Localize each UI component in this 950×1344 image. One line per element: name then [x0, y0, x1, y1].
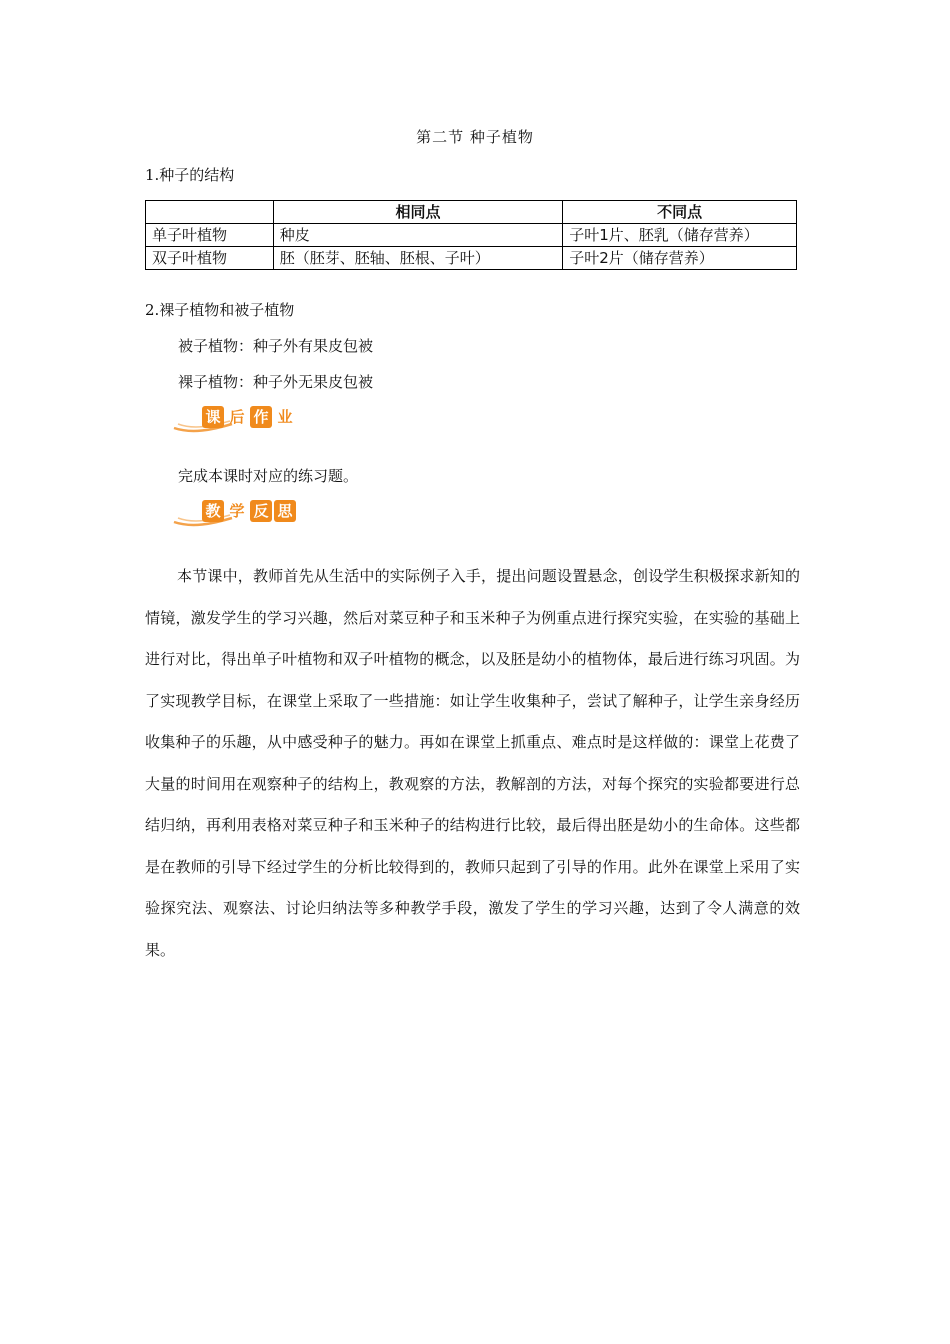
- cell-diff-monocot: 子叶1片、胚乳（储存营养）: [563, 224, 797, 247]
- badge-char: 后: [229, 408, 245, 426]
- table-header-row: [146, 201, 797, 224]
- table-row: [146, 224, 797, 247]
- badge-char: 教: [202, 500, 224, 522]
- badge-char: 思: [274, 500, 296, 522]
- reflection-paragraph: 本节课中，教师首先从生活中的实际例子入手，提出问题设置悬念，创设学生积极探求新知的情镜，激发学生的学习兴趣，然后对菜豆种子和玉米种子为例重点进行探究实验，在实验的基础上进行对比，得出单子叶植物和双子叶植物的概念，以及胚是幼小的植物体，最后进行练习巩固。为了实现教学目标，在课堂上采取了一些措施：如让学生收集种子，尝试了解种子，让学生亲身经历收集种子的乐趣，从中感受种子的魅力。再如在课堂上抓重点、难点时是这样做的：课堂上花费了大量的时间用在观察种子的结构上，教观察的方法，教解剖的方法，对每个探究的实验都要进行总结归纳，再利用表格对菜豆种子和玉米种子的结构进行比较，最后得出胚是幼小的生命体。这些都是在教师的引导下经过学生的分析比较得到的，教师只起到了引导的作用。此外在课堂上采用了实验探究法、观察法、讨论归纳法等多种教学手段，激发了学生的学习兴趣，达到了令人满意的效果。: [145, 567, 800, 959]
- table-header-same: 相同点: [273, 201, 563, 224]
- reflection-badge: [172, 498, 307, 528]
- row-label-monocot: 单子叶植物: [146, 224, 274, 247]
- section-heading-seed-structure: 1.种子的结构: [145, 166, 235, 184]
- homework-text: 完成本课时对应的练习题。: [178, 467, 359, 485]
- table-row: [146, 247, 797, 270]
- page-title: 第二节 种子植物: [416, 128, 534, 146]
- angiosperm-definition: 被子植物：种子外有果皮包被: [178, 337, 374, 355]
- row-label-dicot: 双子叶植物: [146, 247, 274, 270]
- homework-badge: [172, 404, 307, 434]
- table-header-empty: [146, 201, 274, 224]
- badge-char: 反: [250, 500, 272, 522]
- cell-diff-dicot: 子叶2片（储存营养）: [563, 247, 797, 270]
- section-heading-plants: 2.裸子植物和被子植物: [145, 301, 295, 319]
- cell-same-seedcoat: 种皮: [273, 224, 563, 247]
- badge-char: 课: [202, 406, 224, 428]
- seed-structure-table: [145, 200, 797, 270]
- badge-char: 作: [250, 406, 272, 428]
- gymnosperm-definition: 裸子植物：种子外无果皮包被: [178, 373, 374, 391]
- cell-same-embryo: 胚（胚芽、胚轴、胚根、子叶）: [273, 247, 563, 270]
- badge-char: 学: [229, 502, 245, 520]
- badge-char: 业: [277, 408, 293, 426]
- table-header-diff: 不同点: [563, 201, 797, 224]
